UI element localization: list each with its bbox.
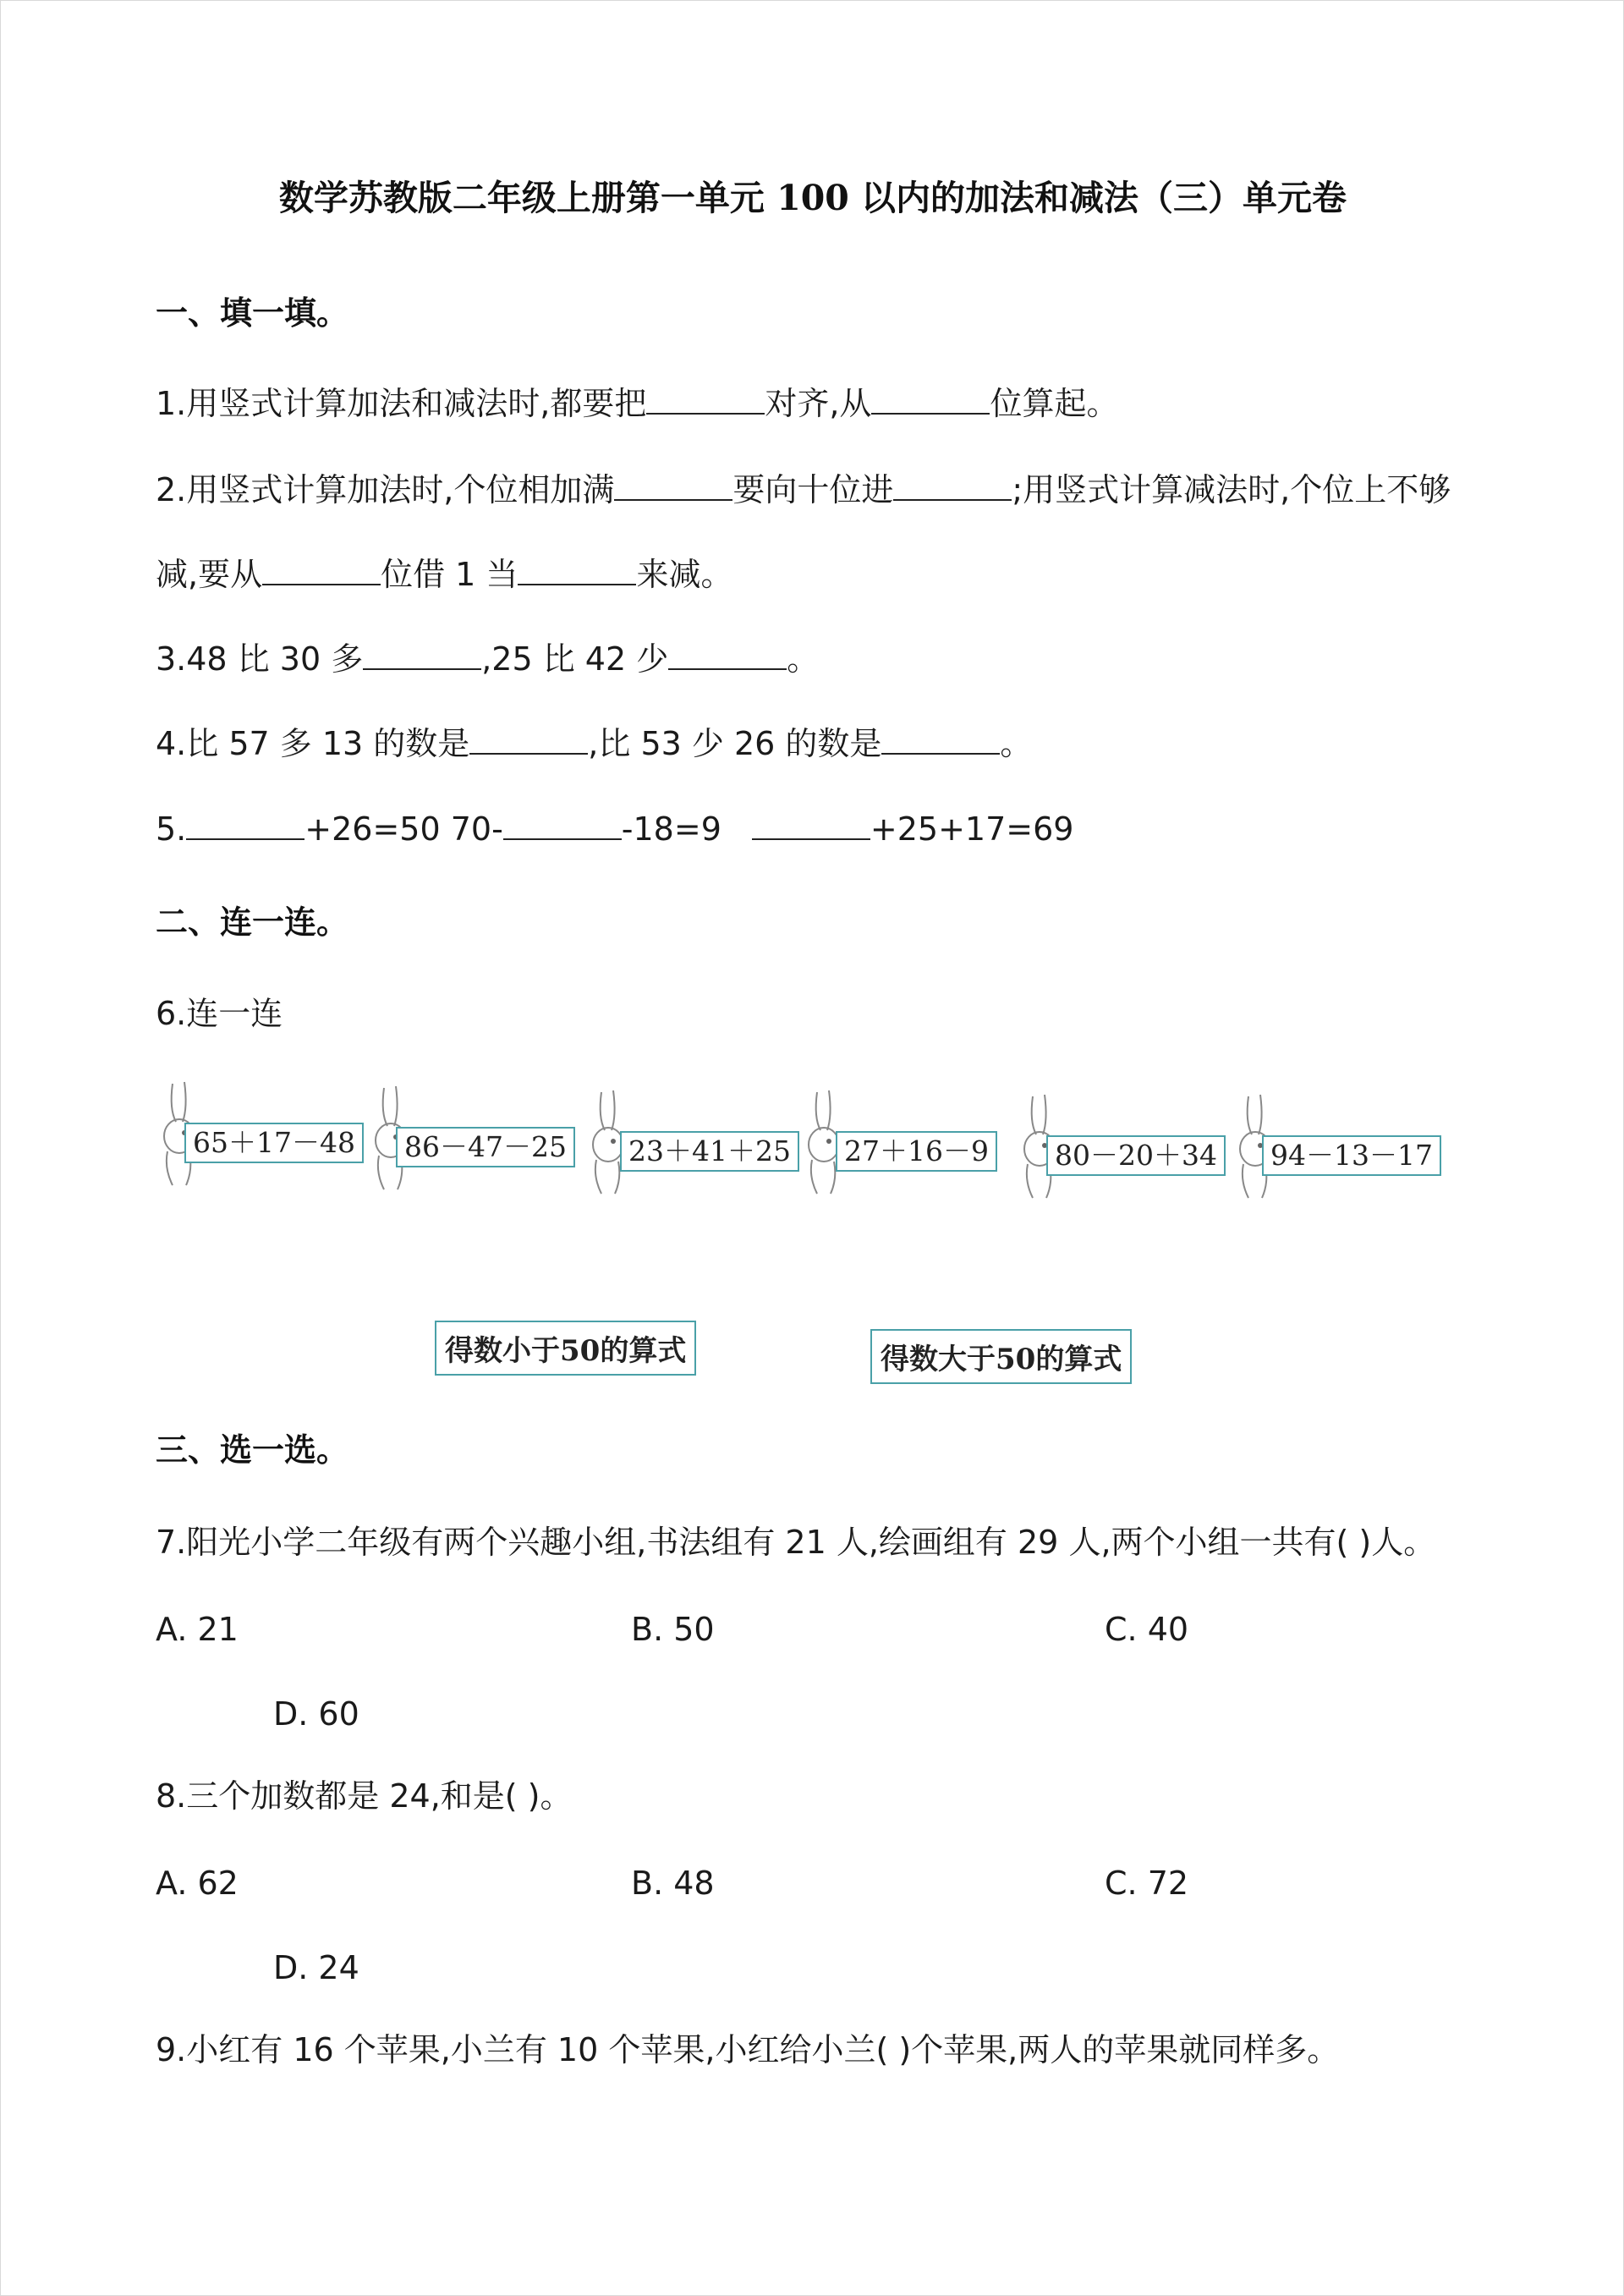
question-4: 4.比 57 多 13 的数是 ,比 53 少 26 的数是 。 — [156, 725, 1033, 762]
answer-blank[interactable] — [262, 557, 381, 585]
answer-blank[interactable] — [881, 726, 1000, 755]
option-a[interactable]: A. 62 — [156, 1865, 239, 1902]
expression-text: 80－20＋34 — [1046, 1135, 1226, 1176]
expression-card[interactable] — [156, 1075, 367, 1194]
question-3: 3.48 比 30 多 ,25 比 42 少 。 — [156, 640, 820, 678]
expression-card[interactable] — [584, 1084, 796, 1202]
option-a[interactable]: A. 21 — [156, 1611, 239, 1648]
answer-blank[interactable] — [752, 811, 870, 840]
answer-blank[interactable] — [893, 472, 1012, 501]
expression-text: 94－13－17 — [1262, 1135, 1441, 1176]
section-heading-choose: 三、选一选。 — [156, 1431, 349, 1469]
option-c[interactable]: C. 40 — [1105, 1611, 1189, 1648]
question-2-line-1: 2.用竖式计算加法时,个位相加满 要向十位进 ;用竖式计算减法时,个位上不够 — [156, 471, 1451, 508]
answer-blank[interactable] — [646, 386, 765, 415]
expression-text: 27＋16－9 — [836, 1131, 997, 1172]
answer-blank[interactable] — [871, 386, 990, 415]
answer-blank[interactable] — [363, 641, 481, 670]
answer-blank[interactable] — [518, 557, 636, 585]
expression-card[interactable] — [1232, 1088, 1443, 1206]
question-8: 8.三个加数都是 24,和是( )。 — [156, 1777, 573, 1815]
expression-card[interactable] — [367, 1079, 579, 1198]
question-7: 7.阳光小学二年级有两个兴趣小组,书法组有 21 人,绘画组有 29 人,两个小组一共有( )人。 — [156, 1524, 1436, 1561]
expression-card[interactable] — [800, 1084, 1012, 1202]
question-6-label: 6.连一连 — [156, 995, 283, 1032]
question-1: 1.用竖式计算加法和减法时,都要把 对齐,从 位算起。 — [156, 385, 1119, 422]
answer-blank[interactable] — [614, 472, 732, 501]
expression-text: 86－47－25 — [396, 1127, 575, 1167]
target-less-than-50[interactable]: 得数小于50的算式 — [435, 1321, 696, 1376]
question-5: 5. +26=50 70- -18=9 +25+17=69 — [156, 810, 1074, 848]
question-2-line-2: 减,要从 位借 1 当 来减。 — [156, 556, 733, 593]
option-c[interactable]: C. 72 — [1105, 1865, 1189, 1902]
answer-blank[interactable] — [186, 811, 304, 840]
expression-text: 23＋41＋25 — [620, 1131, 799, 1172]
option-b[interactable]: B. 48 — [631, 1865, 715, 1902]
target-greater-than-50[interactable]: 得数大于50的算式 — [870, 1329, 1132, 1384]
answer-blank[interactable] — [469, 726, 588, 755]
answer-blank[interactable] — [503, 811, 622, 840]
question-9: 9.小红有 16 个苹果,小兰有 10 个苹果,小红给小兰( )个苹果,两人的苹果就同样多。 — [156, 2031, 1340, 2068]
expression-text: 65＋17－48 — [184, 1123, 364, 1163]
page-title: 数学苏教版二年级上册第一单元 100 以内的加法和减法（三）单元卷 — [278, 178, 1347, 218]
answer-blank[interactable] — [668, 641, 787, 670]
option-d[interactable]: D. 60 — [273, 1695, 359, 1733]
option-d[interactable]: D. 24 — [273, 1949, 359, 1986]
section-heading-fill: 一、填一填。 — [156, 294, 349, 332]
section-heading-match: 二、连一连。 — [156, 903, 349, 941]
option-b[interactable]: B. 50 — [631, 1611, 715, 1648]
expression-card[interactable] — [1016, 1088, 1227, 1206]
